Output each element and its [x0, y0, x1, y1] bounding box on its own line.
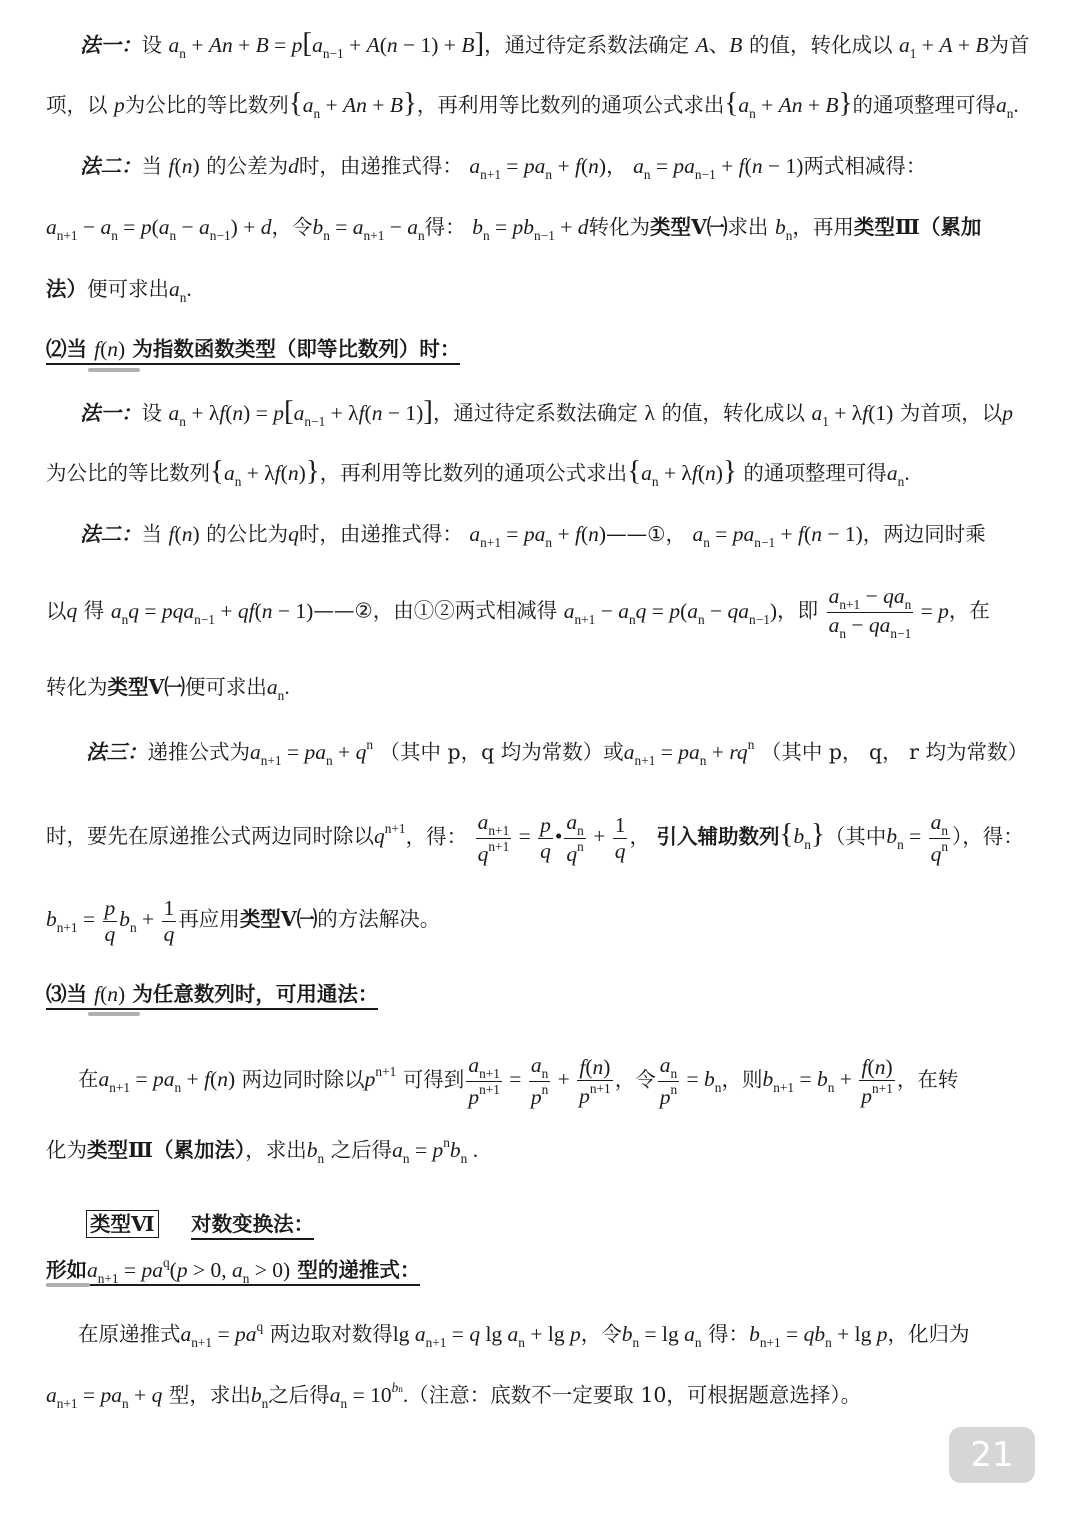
s2-f3-line3: $b_{n+1}$ = $\frac{p}{q}$ $b_n$ + $\frac{1}{q}$ 再应用类型Ⅴ㈠的方法解决。: [46, 896, 441, 946]
formula: $a_{n+1} - a_n = p(a_n - a_{n-1}) + d$: [46, 215, 272, 243]
s1-f2-line1: 法二：当 f(n) 的公差为d时，由递推式得： $a_{n+1} = pa_n + f(n)$， $a_n = pa_{n-1} + f(n - 1)$两式相减得：: [80, 154, 927, 182]
formula: $a_n + \lambda f(n) = p[a_{n-1} + \lambda f(n - 1)]$: [168, 395, 433, 429]
formula: $a_{n+1} = pa_n + f(n)$: [98, 1067, 236, 1096]
formula: $b_n = pb_{n-1} + d$: [472, 215, 589, 243]
formula: $b_{n+1}$ = $\frac{p}{q}$ $b_n$ + $\frac{1}{q}$: [46, 896, 175, 946]
page-number-badge: 21: [949, 1427, 1035, 1483]
formula: $\frac{a_{n+1}}{q^{n+1}}$ = $\frac{p}{q}$ • $\frac{a_n}{q^n}$ + $\frac{1}{q}$: [477, 810, 626, 867]
highlight-mark: [88, 1012, 140, 1016]
s4-line2: $a_{n+1} = pa_n + q$ 型，求出$b_n$之后得$a_n = 10^{bn}$.（注意：底数不一定要取 10，可根据题意选择）。: [46, 1380, 862, 1411]
formula: $a_{n+1} = pa_n + f(n)$: [469, 522, 607, 550]
formula: $a_{n+1} = pa_n + f(n)$: [469, 154, 607, 182]
s2-f2-line2: 以q 得 $a_nq = pqa_{n-1} + qf(n$ − 1)——②，由①②两式相减得 $a_{n+1} - a_nq = p(a_n - qa_{n-1})$，即 $\frac{a_{n+1} - qa_n}{a_n - qa_{n-1}}$ = p，在: [46, 584, 990, 642]
formula: $\frac{a_{n+1}}{p^{n+1}}$ = $\frac{a_n}{p^n}$ + $\frac{f(n)}{p^{n+1}}$: [468, 1053, 611, 1110]
formula: $a_nq = pqa_{n-1} + qf(n - 1)$: [110, 598, 314, 627]
s4-line1: 在原递推式$a_{n+1} = pa^q$ 两边取对数得$\lg a_{n+1} = q$ $\lg a_n + \lg p$，令$b_n = \lg a_n$ 得：$b_{n+1} = qb_n + \lg p$，化归为: [78, 1319, 970, 1350]
section-heading: ⑶当 f(n) 为任意数列时，可用通法：: [46, 982, 378, 1010]
s2-heading: [0, 338, 1080, 362]
s2-f1-line1: 法一：设 $a_n + \lambda f(n) = p[a_{n-1} + \lambda f(n - 1)]$，通过待定系数法确定 λ 的值，转化成以 $a_1 + \lambda f(1)$ 为首项，以p: [80, 395, 1014, 429]
formula: $a_n = p^nb_n$ .: [392, 1135, 479, 1166]
formula: $a_n = 10^{bn}$.: [329, 1380, 409, 1411]
section-heading: 形如$a_{n+1} = pa^q(p > 0$, $a_n > 0$) 型的递推式：: [46, 1255, 421, 1286]
formula: $a_{n+1} = pa_n + q$: [46, 1382, 163, 1411]
formula: $\{a_n + \lambda f(n)\}$: [627, 455, 737, 489]
formula: $a_{n+1} = pa_n + rq^n$: [623, 737, 755, 768]
formula: $\{a_n + \lambda f(n)\}$: [210, 455, 320, 489]
method-label: 法三：: [86, 739, 148, 764]
formula: $b_n$ = $\frac{a_n}{q^n}$: [886, 810, 949, 867]
method-label: 法二：: [80, 154, 142, 178]
formula: $a_n = pa_{n-1} + f(n - 1)$: [692, 522, 863, 550]
s4-form: [0, 1256, 1080, 1287]
section-heading: ⑵当 f(n) 为指数函数类型（即等比数列）时：: [46, 337, 460, 365]
s2-f3-line1: 法三：递推公式为$a_{n+1} = pa_n + q^n$ （其中 p，q 均为常数）或$a_{n+1} = pa_n + rq^n$ （其中 p， q， r 均为常数）: [86, 737, 1029, 768]
s1-f2-line3: 法）便可求出$a_n$.: [46, 277, 192, 305]
formula: $\frac{a_n}{p^n}$ = $b_n$: [659, 1053, 722, 1110]
s3-line2: 化为类型Ⅲ（累加法），求出$b_n$ 之后得$a_n = p^nb_n$ .: [46, 1135, 479, 1166]
formula: $\frac{a_{n+1} - qa_n}{a_n - qa_{n-1}}$ = p: [828, 584, 949, 642]
formula: $a_n + An + B = p[a_{n-1} + A(n - 1) + B]$: [168, 27, 485, 61]
formula: $a_1 + \lambda f(1)$: [811, 401, 894, 429]
highlight-mark: [88, 368, 140, 372]
formula: $b_{n+1} = qb_n + \lg p$: [749, 1321, 888, 1350]
formula: $a_{n+1} - a_nq = p(a_n - qa_{n-1})$: [563, 598, 778, 627]
formula: $b_{n+1} = b_n$ + $\frac{f(n)}{p^{n+1}}$: [762, 1054, 893, 1108]
section-title: 对数变换法：: [191, 1212, 314, 1240]
method-label: 法二：: [80, 522, 142, 546]
formula: $a_{n+1} = pa_n + q^n$: [250, 737, 373, 768]
formula: $a_1 + A + B$: [899, 33, 989, 61]
type-box: 类型Ⅵ: [86, 1210, 159, 1238]
s4-type-heading: [0, 1213, 1080, 1236]
highlight-mark: [46, 1283, 90, 1287]
formula: $\lg a_{n+1} = q$ $\lg a_n + \lg p$: [392, 1321, 581, 1350]
s2-f2-line3: 转化为类型Ⅴ㈠便可求出$a_n$.: [46, 675, 290, 703]
method-label: 法一：: [80, 33, 142, 57]
s2-f1-line2: 为公比的等比数列$\{a_n + \lambda f(n)\}$，再利用等比数列的通项公式求出$\{a_n + \lambda f(n)\}$ 的通项整理可得$a_n$.: [46, 455, 910, 489]
formula: $\{a_n + An + B\}$: [724, 87, 853, 121]
formula: $a_n = pa_{n-1} + f(n - 1)$: [633, 154, 804, 182]
s3-heading: [0, 983, 1080, 1007]
s1-f1-line2: 项，以 p为公比的等比数列$\{a_n + An + B\}$，再利用等比数列的通项公式求出$\{a_n + An + B\}$的通项整理可得$a_n$.: [46, 87, 1019, 121]
s1-f2-line2: $a_{n+1} - a_n = p(a_n - a_{n-1}) + d$，令$b_n = a_{n+1} - a_n$得： $b_n = pb_{n-1} + d$转化为类型Ⅴ㈠求出 $b_n$，再用类型Ⅲ（累加: [46, 215, 982, 243]
s1-f1-line1: 法一：设 $a_n + An + B = p[a_{n-1} + A(n - 1) + B]$，通过待定系数法确定 A、B 的值，转化成以 $a_1 + A + B$为首: [80, 27, 1030, 61]
formula: $a_{n+1} = pa^q$: [180, 1319, 264, 1350]
s2-f3-line2: 时，要先在原递推公式两边同时除以$q^{n+1}$，得： $\frac{a_{n+1}}{q^{n+1}}$ = $\frac{p}{q}$ • $\frac{a_n}{q^n}$ + $\frac{1}{q}$ ， 引入辅助数列$\{b_n\}$（其中$b_n$ = $\frac{a_n}{q^n}$ ），得：: [46, 810, 1024, 867]
s2-f2-line1: 法二：当 f(n) 的公比为q时，由递推式得： $a_{n+1} = pa_n$ + f(n)——①， $a_n = pa_{n-1} + f(n - 1)$，两边同时乘: [80, 522, 986, 550]
method-label: 法一：: [80, 401, 142, 425]
s3-line1: 在$a_{n+1} = pa_n + f(n)$ 两边同时除以$p^{n+1}$ 可得到 $\frac{a_{n+1}}{p^{n+1}}$ = $\frac{a_n}{p^n}$ + $\frac{f(n)}{p^{n+1}}$ ，令 $\frac{a_n}{p^n}$ = $b_n$，则$b_{n+1} = b_n$ + $\frac{f(n)}{p^{n+1}}$ ，在转: [78, 1053, 959, 1110]
formula: $\{a_n + An + B\}$: [288, 87, 417, 121]
